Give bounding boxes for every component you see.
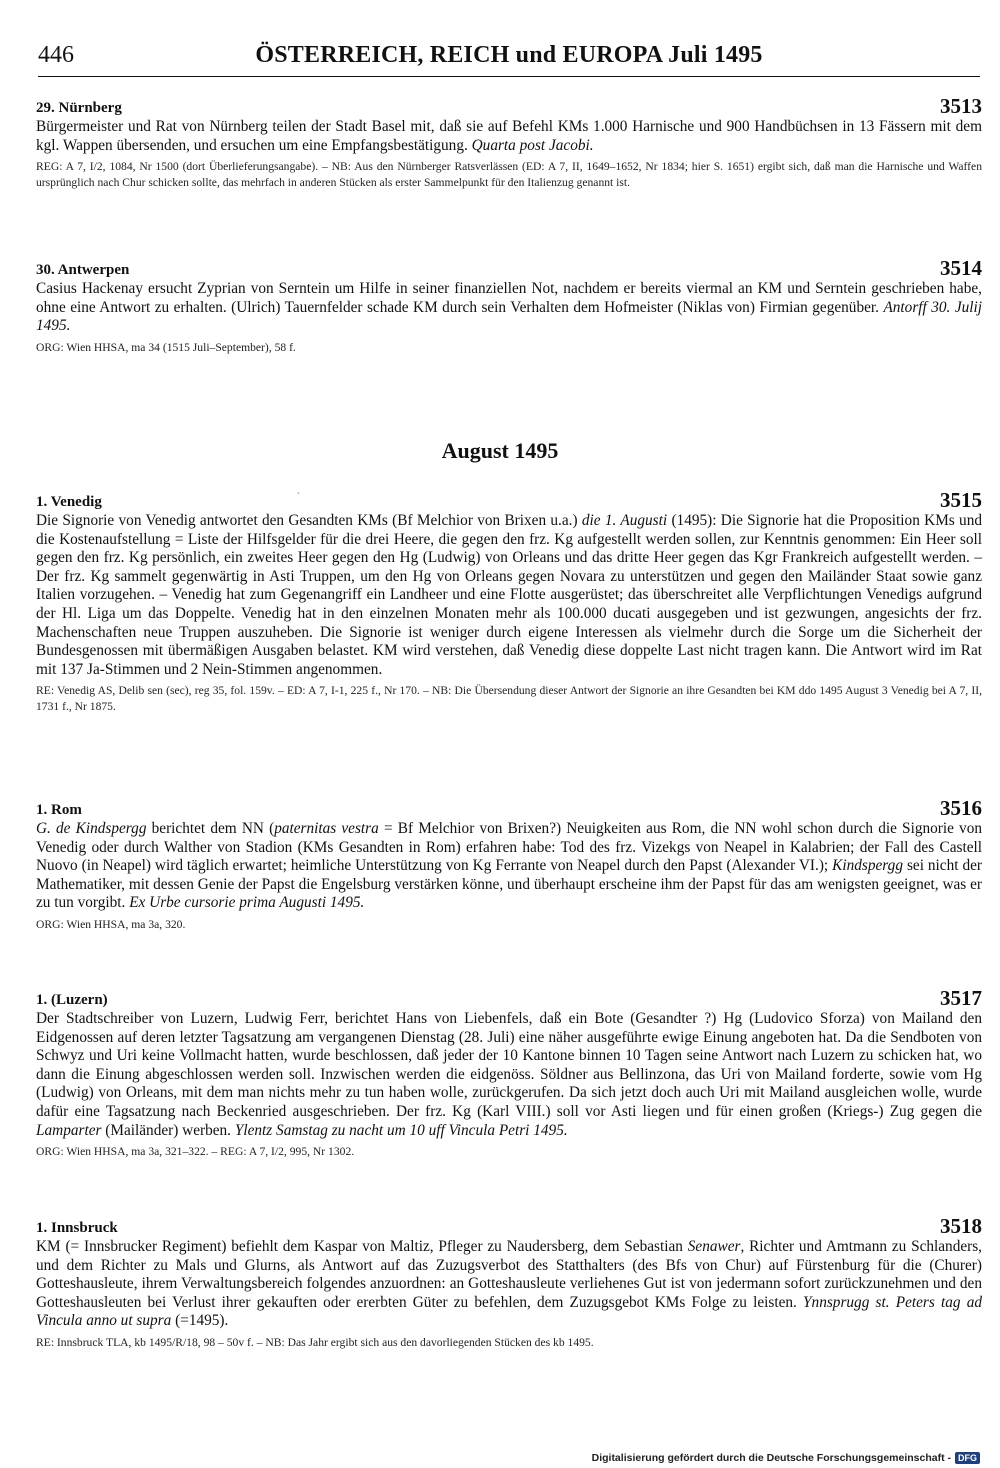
entry-number: 3515 — [940, 488, 982, 512]
entry-number: 3517 — [940, 986, 982, 1010]
entry-place: 1. Venedig — [36, 494, 102, 510]
entry-date-line: Ex Urbe cursorie prima Augusti 1495. — [129, 894, 365, 912]
entry-number: 3514 — [940, 256, 982, 280]
entry-3514 — [36, 256, 982, 355]
entry-place: 30. Antwerpen — [36, 262, 130, 278]
section-title: August 1495 — [441, 438, 559, 463]
entry-number: 3518 — [940, 1214, 982, 1238]
entry-place: 29. Nürnberg — [36, 100, 122, 116]
entry-date-line: Quarta post Jacobi. — [471, 136, 594, 154]
entry-heading — [36, 796, 982, 820]
page-number: 446 — [38, 42, 74, 68]
entry-heading — [36, 488, 982, 512]
entry-note: RE: Innsbruck TLA, kb 1495/R/18, 98 – 50v f. – NB: Das Jahr ergibt sich aus den davorliegenden Stücken des kb 1495. — [36, 1335, 594, 1349]
entry-heading — [36, 1214, 982, 1238]
entry-3516 — [36, 796, 982, 932]
entry-3517 — [36, 986, 982, 1160]
funding-footer — [592, 1452, 980, 1464]
entry-number: 3513 — [940, 94, 982, 118]
footer-text: Digitalisierung gefördert durch die Deutsche Forschungsgemeinschaft - — [591, 1452, 951, 1464]
entry-note: RE: Venedig AS, Delib sen (sec), reg 35, fol. 159v. – ED: A 7, I-1, 225 f., Nr 170. – NB: Die Übersendung dieser Antwort der Signorie an ihre Gesandten bei KM ddo 1495 August 3 Venedig bei A 7, II, 1731 f., Nr 1875. — [36, 684, 982, 713]
entry-body: Bürgermeister und Rat von Nürnberg teilen der Stadt Basel mit, daß sie auf Befehl KMs 1.000 Harnische und 900 Handbüchsen in 13 Fässern mit dem kgl. Wappen übersenden, und ersuchen um eine Empfangsbestätigung. Quarta post Jacobi. — [36, 118, 982, 154]
entry-place: 1. Innsbruck — [36, 1220, 118, 1236]
entry-place: 1. Rom — [36, 802, 82, 818]
entry-body: Der Stadtschreiber von Luzern, Ludwig Ferr, berichtet Hans von Liebenfels, daß ein Bote (Gesandter ?) Hg (Ludovico Sforza) von Mailand den Eidgenossen auf deren letzter Tagsatzung am vergangenen Dienstag (28. Juli) eine näher ausgeführte ewige Einung angeboten hat. Da die Sendboten von Schwyz und Uri keine Vollmacht hatten, wurde beschlossen, daß jeder der 10 Kantone binnen 10 Tagen seine Antwort nach Luzern zu schicken hat, wo dann die Einung abgeschlossen werden soll. Inzwischen werden die eidgenöss. Söldner aus Bellinzona, das Uri von Mailand forderte, sowie vom Hg (Ludwig) von Orleans, mit dem man nichts mehr zu tun haben wolle, zurückgerufen. Da sich jetzt doch auch Uri mit Mailand ausgleichen wolle, wurde dafür eine Tagsatzung nach Beckenried ausgeschrieben. Der frz. Kg (Karl VIII.) soll vor Asti liegen und für einen großen (Kriegs-) Zug gegen die Lamparter (Mailänder) werben. Ylentz Samstag zu nacht um 10 uff Vincula Petri 1495. — [36, 1010, 982, 1139]
running-title: ÖSTERREICH, REICH und EUROPA Juli 1495 — [255, 42, 763, 68]
entry-heading — [36, 256, 982, 280]
entry-body: Casius Hackenay ersucht Zyprian von Serntein um Hilfe in seiner finanziellen Not, nachdem er bereits viermal an KM und Serntein geschrieben habe, ohne eine Antwort zu erhalten. (Ulrich) Tauernfelder schade KM durch sein Verhalten dem Hofmeister (Niklas von) Firmian gegenüber. Antorff 30. Julij 1495. — [36, 280, 983, 335]
entry-3513 — [36, 94, 982, 190]
entry-note: ORG: Wien HHSA, ma 34 (1515 Juli–September), 58 f. — [36, 340, 296, 354]
entry-note: REG: A 7, I/2, 1084, Nr 1500 (dort Überlieferungsangabe). – NB: Aus den Nürnberger Ratsverlässen (ED: A 7, II, 1649–1652, Nr 1834; hier S. 1651) ergibt sich, daß man die Harnische und Waffen ursprünglich nach Chur schicken sollte, das mehrfach in anderen Stücken als erster Sammelpunkt für den Italienzug genannt ist. — [36, 160, 982, 189]
entry-body: G. de Kindspergg berichtet dem NN (paternitas vestra = Bf Melchior von Brixen?) Neuigkeiten aus Rom, die NN wohl schon durch die Signorie von Venedig oder durch Walther von Stadion (KMs Gesandten in Rom) erfahren habe: Tod des frz. Vizekgs von Neapel in Kalabrien; der Fall des Castell Nuovo (in Neapel) wird täglich erwartet; heimliche Unterstützung von Kg Ferrante von Neapel durch den Papst (Alexander VI.); Kindspergg sei nicht der Mathematiker, mit dessen Genie der Papst die Engelsburg verstärken könne, und überhaupt erscheine ihm der Papst für das am wenigsten geeignet, was er zu tun vorgibt. Ex Urbe cursorie prima Augusti 1495. — [36, 820, 983, 912]
entry-place: 1. (Luzern) — [36, 992, 108, 1008]
stray-mark: ` — [297, 491, 300, 501]
page-header — [38, 42, 980, 77]
entry-note: ORG: Wien HHSA, ma 3a, 321–322. – REG: A 7, I/2, 995, Nr 1302. — [36, 1145, 355, 1159]
entry-3518 — [36, 1214, 982, 1350]
entry-body: Die Signorie von Venedig antwortet den Gesandten KMs (Bf Melchior von Brixen u.a.) die 1. Augusti (1495): Die Signorie hat die Proposition KMs und die Kostenaufstellung = Liste der Hilfsgelder für die drei Heere, die gegen den frz. Kg aufgestellt werden sollen, zur Kenntnis genommen: Ein Heer soll gegen den frz. Kg persönlich, ein zweites Heer gegen den Hg (Ludwig) von Orleans und das dritte Heer gegen das Kgr Frankreich aufgestellt werden. – Der frz. Kg sammelt gegenwärtig in Asti Truppen, um den Hg von Orleans gegen Novara zu unterstützen und gegen den Mailänder Staat sowie ganz Italien vorzugehen. – Venedig hat zum Gegenangriff ein Landheer und eine Flotte ausgerüstet; das überschreitet alle Verpflichtungen Venedigs aufgrund der Hl. Liga um das Doppelte. Venedig hat in den einzelnen Monaten mehr als 100.000 ducati ausgegeben und ist gezwungen, angesichts der frz. Machenschaften neue Truppen auszuheben. Die Signorie ist weniger durch eigene Interessen als vielmehr durch die Sorge um die Sicherheit der Bundesgenossen mit übermäßigen Ausgaben belastet. KM wird verstehen, daß Venedig diese doppelte Last nicht tragen kann. Die Antwort wird im Rat mit 137 Ja-Stimmen und 2 Nein-Stimmen angenommen. — [36, 512, 982, 678]
entry-date-line: Ynnsprugg st. Peters tag ad Vincula anno ut supra — [36, 1293, 982, 1330]
entry-date-line: Ylentz Samstag zu nacht um 10 uff Vincula Petri 1495. — [234, 1121, 568, 1139]
dfg-logo: DFG — [955, 1452, 980, 1464]
entry-number: 3516 — [940, 796, 982, 820]
entry-note: ORG: Wien HHSA, ma 3a, 320. — [36, 917, 186, 931]
entry-heading — [36, 986, 982, 1010]
entry-date-line: Antorff 30. Julij 1495. — [36, 298, 983, 335]
entry-body: KM (= Innsbrucker Regiment) befiehlt dem Kaspar von Maltiz, Pfleger zu Naudersberg, dem Sebastian Senawer, Richter und Amtmann zu Schlanders, und dem Richter zu Mals und Glurns, als Antwort auf das Zuzugsverbot des Statthalters (des Bfs von Chur) auf Fürstenburg für die (Churer) Gotteshausleute, ihrem Verwaltungsbereich folgendes anzuordnen: an Gotteshausleute verliehenes Gut ist von jedermann sofort zurückzunehmen und den Gotteshausleuten bei Verlust ihrer gekauften oder ererbten Güter zu befehlen, dem Zuzugsgebot KMs Folge zu leisten. Ynnsprugg st. Peters tag ad Vincula anno ut supra (=1495). — [36, 1238, 983, 1330]
entry-3515 — [36, 488, 982, 714]
entry-heading — [36, 94, 982, 118]
